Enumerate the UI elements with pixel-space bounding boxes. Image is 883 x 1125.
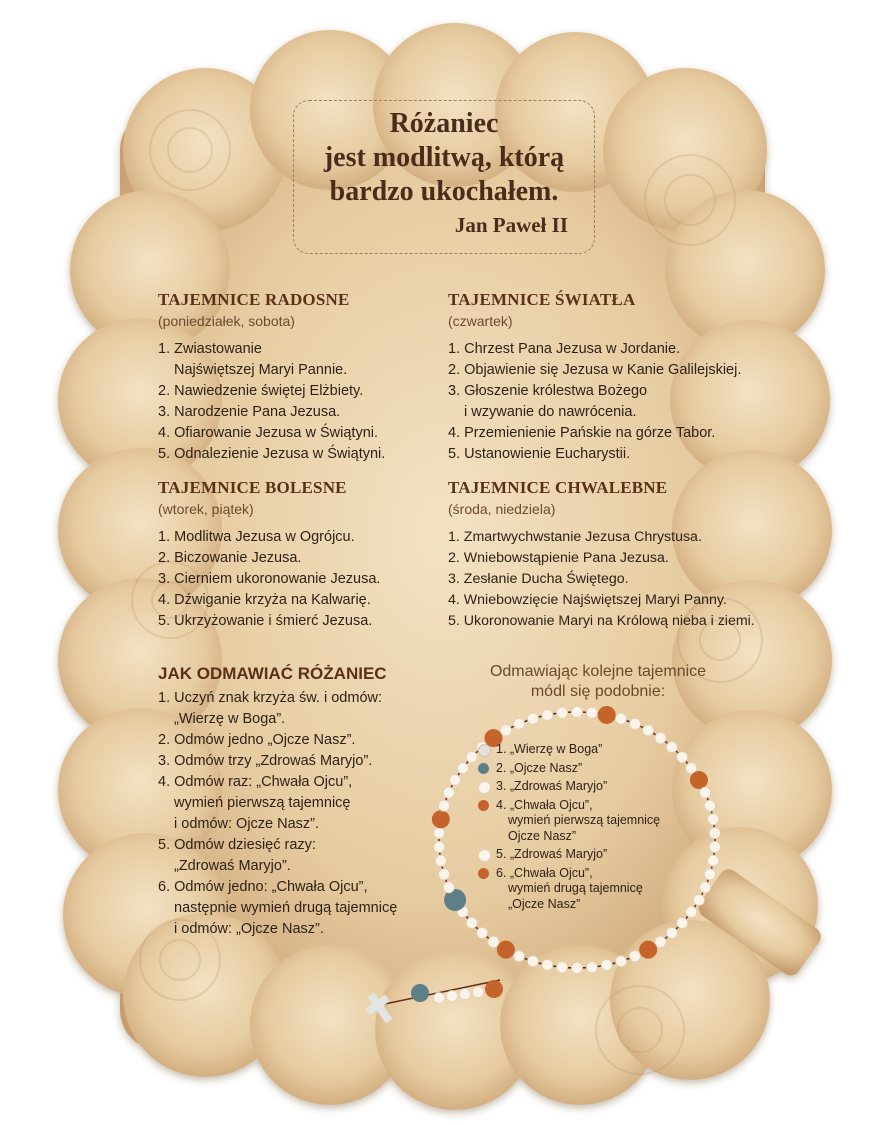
rosary-bead — [514, 718, 525, 729]
rosary-bead — [601, 960, 612, 971]
rosary-bead — [514, 951, 525, 962]
list-item: 5. Odnalezienie Jezusa w Świątyni. — [158, 446, 386, 462]
rosary-bead — [500, 725, 511, 736]
rosary-bead — [439, 800, 450, 811]
list-item: 1. Zwiastowanie — [158, 341, 262, 357]
rosary-legend — [478, 742, 708, 915]
list-item: 4. Odmów raz: „Chwała Ojcu”, — [158, 774, 353, 790]
rosary-bead — [629, 718, 640, 729]
rosary-bead — [466, 752, 477, 763]
section-days: (wtorek, piątek) — [158, 501, 254, 517]
rosary-bead — [586, 962, 597, 973]
legend-text: 1. „Wierzę w Boga” — [496, 742, 603, 756]
rosary-bead — [542, 960, 553, 971]
list-item: 3. Głoszenie królestwa Bożego — [448, 383, 648, 399]
rosary-title-line-1: Odmawiając kolejne tajemnice — [489, 663, 707, 680]
legend-text: wymień drugą tajemnicę — [508, 881, 643, 895]
title-line-1: Różaniec — [389, 108, 499, 139]
legend-item — [478, 798, 708, 845]
rosary-bead — [527, 956, 538, 967]
list-item: 5. Ukoronowanie Maryi na Królową nieba i ziemi. — [448, 613, 755, 629]
rosary-bead — [432, 810, 450, 828]
rosary-bead — [497, 941, 515, 959]
rosary-bead — [708, 814, 719, 825]
rosary-bead — [542, 709, 553, 720]
rosary-bead — [677, 917, 688, 928]
legend-item — [478, 866, 708, 913]
rosary-bead — [616, 956, 627, 967]
rosary-bead — [616, 713, 627, 724]
rosary-bead — [435, 855, 446, 866]
legend-bead-icon — [478, 781, 491, 794]
list-item: 4. Przemienienie Pańskie na górze Tabor. — [448, 425, 716, 441]
legend-text: 3. „Zdrowaś Maryjo” — [496, 779, 608, 793]
legend-text: Ojcze Nasz” — [508, 828, 577, 843]
author: Jan Paweł II — [454, 213, 568, 237]
legend-text: wymień pierwszą tajemnicę — [508, 813, 661, 827]
rosary-bead — [488, 936, 499, 947]
rosary-bead — [709, 828, 720, 839]
rosary-bead — [709, 841, 720, 852]
rosary-bead — [643, 725, 654, 736]
title-line-3: bardzo ukochałem. — [329, 176, 559, 207]
list-item: 3. Zesłanie Ducha Świętego. — [448, 571, 629, 587]
list-item: 2. Odmów jedno „Ojcze Nasz”. — [158, 732, 356, 748]
legend-text: „Ojcze Nasz” — [508, 896, 581, 911]
legend-bead-icon — [478, 763, 489, 774]
list-item: 1. Zmartwychwstanie Jezusa Chrystusa. — [448, 529, 702, 545]
rosary-bead — [439, 869, 450, 880]
list-item: 2. Biczowanie Jezusa. — [158, 550, 302, 566]
rosary-bead — [434, 828, 445, 839]
rosary-bead — [443, 882, 454, 893]
legend-text: 2. „Ojcze Nasz” — [496, 760, 583, 775]
legend-text: 5. „Zdrowaś Maryjo” — [496, 847, 608, 861]
rosary-bead — [485, 980, 503, 998]
list-item: 5. Odmów dziesięć razy: — [158, 837, 316, 853]
rosary-bead — [557, 962, 568, 973]
list-item: 2. Nawiedzenie świętej Elżbiety. — [158, 383, 364, 399]
rosary-bead — [655, 936, 666, 947]
rosary-bead — [557, 707, 568, 718]
list-item: 3. Narodzenie Pana Jezusa. — [158, 404, 341, 420]
list-item: 2. Objawienie się Jezusa w Kanie Galilejskiej. — [448, 362, 742, 378]
rosary-bead — [460, 989, 471, 1000]
rosary-bead — [708, 855, 719, 866]
section-heading: TAJEMNICE CHWALEBNE — [448, 478, 668, 497]
section-heading: TAJEMNICE ŚWIATŁA — [448, 290, 636, 309]
list-item: 5. Ustanowienie Eucharystii. — [448, 446, 631, 462]
list-item: „Zdrowaś Maryjo”. — [174, 858, 291, 874]
rosary-bead — [572, 963, 583, 974]
rosary-bead — [434, 841, 445, 852]
section-days: (środa, niedziela) — [448, 501, 556, 517]
legend-bead-icon — [478, 849, 491, 862]
rosary-bead — [457, 763, 468, 774]
rosary-bead — [586, 707, 597, 718]
section-days: (poniedziałek, sobota) — [158, 313, 295, 329]
legend-text: 4. „Chwała Ojcu”, — [496, 797, 593, 812]
rosary-bead — [629, 951, 640, 962]
rosary-bead — [598, 706, 616, 724]
section-heading: TAJEMNICE BOLESNE — [158, 478, 347, 497]
rosary-bead — [639, 941, 657, 959]
section-days: (czwartek) — [448, 313, 513, 329]
rosary-bead — [411, 984, 429, 1002]
legend-item — [478, 779, 708, 795]
legend-bead-icon — [478, 800, 489, 811]
list-item: „Wierzę w Boga”. — [174, 711, 286, 727]
legend-item — [478, 742, 708, 758]
rosary-bead — [572, 707, 583, 718]
list-item: 5. Ukrzyżowanie i śmierć Jezusa. — [158, 613, 373, 629]
list-item: i odmów: „Ojcze Nasz”. — [174, 921, 324, 937]
rosary-bead — [450, 775, 461, 786]
rosary-bead — [527, 713, 538, 724]
list-item: 2. Wniebowstąpienie Pana Jezusa. — [448, 550, 669, 566]
legend-item — [478, 761, 708, 777]
list-item: 3. Cierniem ukoronowanie Jezusa. — [158, 571, 381, 587]
legend-text: 6. „Chwała Ojcu”, — [496, 865, 593, 880]
list-item: 6. Odmów jedno: „Chwała Ojcu”, — [158, 879, 368, 895]
list-item: 4. Wniebowzięcie Najświętszej Maryi Panny. — [448, 592, 727, 608]
list-item: wymień pierwszą tajemnicę — [174, 795, 351, 811]
list-item: 1. Modlitwa Jezusa w Ogrójcu. — [158, 529, 355, 545]
list-item: 1. Chrzest Pana Jezusa w Jordanie. — [448, 341, 681, 357]
list-item: 3. Odmów trzy „Zdrowaś Maryjo”. — [158, 753, 373, 769]
list-item: 4. Ofiarowanie Jezusa w Świątyni. — [158, 425, 379, 441]
rosary-bead — [477, 927, 488, 938]
section-heading: JAK ODMAWIAĆ RÓŻANIEC — [158, 664, 387, 683]
title-line-2: jest modlitwą, którą — [323, 142, 565, 173]
list-item: 1. Uczyń znak krzyża św. i odmów: — [158, 690, 383, 706]
rosary-bead — [666, 927, 677, 938]
legend-item — [478, 847, 708, 863]
rosary-bead — [447, 991, 458, 1002]
rosary-bead — [443, 787, 454, 798]
list-item: i wzywanie do nawrócenia. — [464, 404, 637, 420]
list-item: Najświętszej Maryi Pannie. — [174, 362, 348, 378]
list-item: i odmów: Ojcze Nasz”. — [174, 816, 320, 832]
list-item: następnie wymień drugą tajemnicę — [174, 900, 398, 916]
cross-icon — [361, 988, 399, 1028]
rosary-bead — [466, 917, 477, 928]
list-item: 4. Dźwiganie krzyża na Kalwarię. — [158, 592, 371, 608]
legend-bead-icon — [478, 744, 491, 757]
rosary-title-line-2: módl się podobnie: — [530, 683, 666, 700]
rosary-bead — [473, 987, 484, 998]
rosary-bead — [434, 993, 445, 1004]
legend-bead-icon — [478, 868, 489, 879]
section-heading: TAJEMNICE RADOSNE — [158, 290, 350, 309]
